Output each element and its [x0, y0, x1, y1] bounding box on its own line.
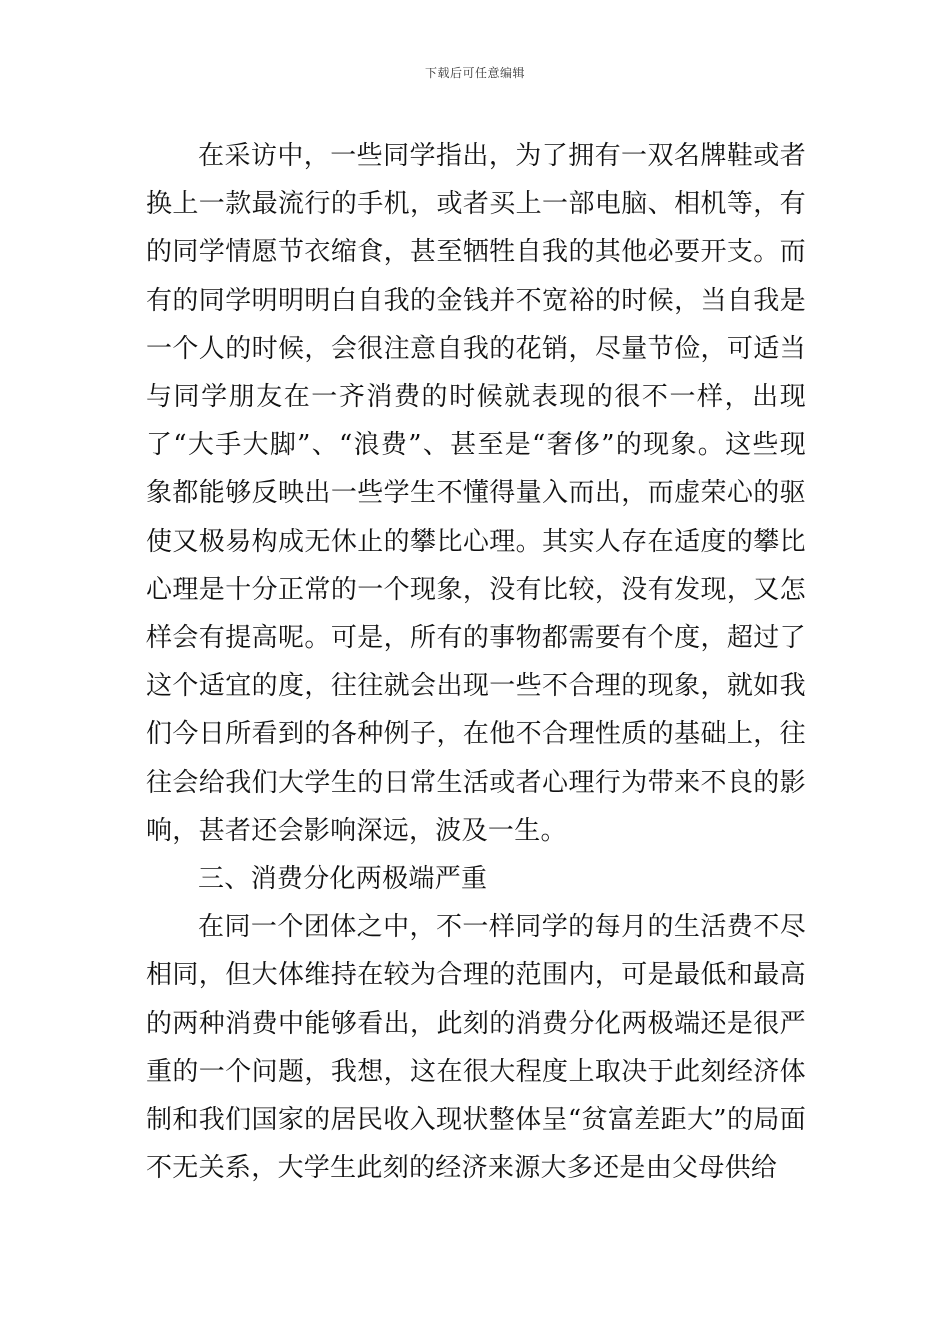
section-heading: 三、消费分化两极端严重 [198, 864, 488, 895]
body-paragraph-2: 在同一个团体之中，不一样同学的每月的生活费不尽相同，但大体维持在较为合理的范围内，可是最低和最高的两种消费中能够看出，此刻的消费分化两极端还是很严重的一个问题，我想，这在很大程度上取决于此刻经济体制和我们国家的居民收入现状整体呈“贫富差距大”的局面不无关系，大学生此刻的经济来源大多还是由父母供给 [146, 912, 806, 1184]
body-paragraph-1: 在采访中，一些同学指出，为了拥有一双名牌鞋或者换上一款最流行的手机，或者买上一部电脑、相机等，有的同学情愿节衣缩食，甚至牺牲自我的其他必要开支。而有的同学明明明白自我的金钱并不宽裕的时候，当自我是一个人的时候，会很注意自我的花销，尽量节俭，可适当与同学朋友在一齐消费的时候就表现的很不一样，出现了“大手大脚”、“浪费”、甚至是“奢侈”的现象。这些现象都能够反映出一些学生不懂得量入而出，而虚荣心的驱使又极易构成无休止的攀比心理。其实人存在适度的攀比心理是十分正常的一个现象，没有比较，没有发现，又怎样会有提高呢。可是，所有的事物都需要有个度，超过了这个适宜的度，往往就会出现一些不合理的现象，就如我们今日所看到的各种例子，在他不合理性质的基础上，往往会给我们大学生的日常生活或者心理行为带来不良的影响，甚者还会影响深远，波及一生。 [146, 141, 806, 846]
header-note: 下载后可任意编辑 [424, 66, 525, 80]
document-body [146, 132, 806, 1192]
